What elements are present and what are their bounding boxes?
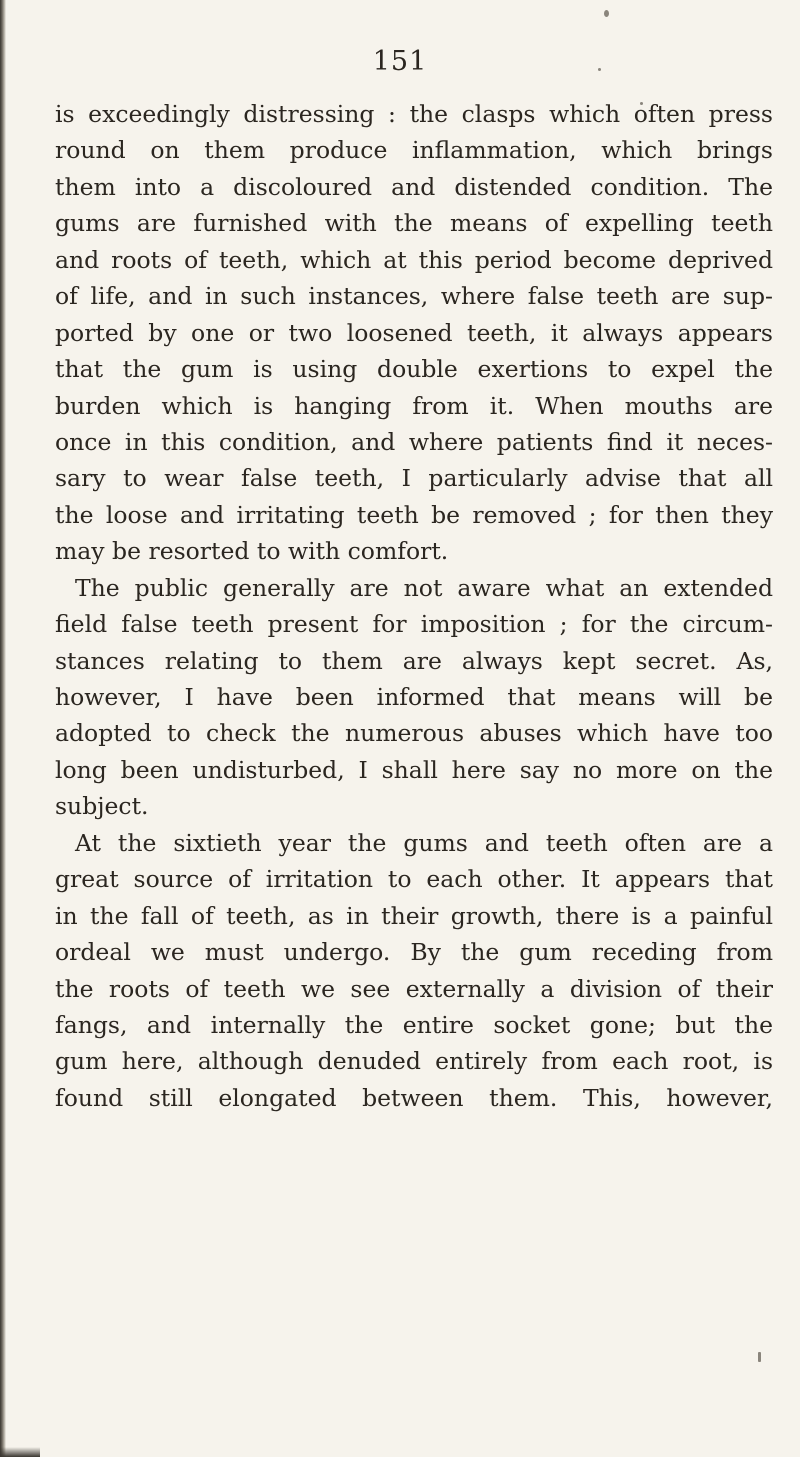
text-line: field false teeth present for imposition ; for the circum- <box>55 610 773 639</box>
print-speck <box>604 10 609 17</box>
page-left-edge-shadow <box>0 0 6 1457</box>
text-line: subject. <box>55 792 149 821</box>
print-speck <box>758 1352 761 1362</box>
text-line: of life, and in such instances, where false teeth are sup- <box>55 282 773 311</box>
text-line: burden which is hanging from it. When mouths are <box>55 391 773 420</box>
text-line: great source of irritation to each other. It appears that <box>55 865 773 894</box>
text-line: once in this condition, and where patients find it neces- <box>55 427 773 456</box>
text-line: fangs, and internally the entire socket gone; but the <box>55 1010 773 1039</box>
page-number: 151 <box>372 46 428 77</box>
text-line: and roots of teeth, which at this period become deprived <box>55 245 773 274</box>
text-line: stances relating to them are always kept secret. As, <box>55 646 773 675</box>
text-line: is exceedingly distressing : the clasps which often press <box>55 100 773 128</box>
text-line: round on them produce inflammation, which brings <box>55 136 773 165</box>
text-line: the loose and irritating teeth be removed ; for then they <box>55 500 773 529</box>
text-line: adopted to check the numerous abuses which have too <box>55 719 773 748</box>
text-line: found still elongated between them. This, however, <box>55 1083 773 1112</box>
text-line: The public generally are not aware what an extended <box>75 573 773 602</box>
text-line: the roots of teeth we see externally a division of their <box>55 974 773 1003</box>
text-line: long been undisturbed, I shall here say no more on the <box>55 755 773 784</box>
body-text <box>55 96 773 1116</box>
text-line: them into a discoloured and distended condition. The <box>55 172 773 201</box>
text-line: gums are furnished with the means of expelling teeth <box>55 209 773 238</box>
text-line: that the gum is using double exertions to expel the <box>55 355 773 384</box>
text-line: however, I have been informed that means will be <box>55 683 773 711</box>
text-line: At the sixtieth year the gums and teeth often are a <box>75 828 773 857</box>
text-line: sary to wear false teeth, I particularly advise that all <box>55 464 773 493</box>
text-line: gum here, although denuded entirely from each root, is <box>55 1047 773 1076</box>
text-line: may be resorted to with comfort. <box>55 537 449 566</box>
text-line: ordeal we must undergo. By the gum receding from <box>55 938 773 967</box>
text-line: ported by one or two loosened teeth, it always appears <box>55 318 773 347</box>
text-line: in the fall of teeth, as in their growth, there is a painful <box>55 901 773 930</box>
page-bottom-corner-shadow <box>0 1447 40 1457</box>
